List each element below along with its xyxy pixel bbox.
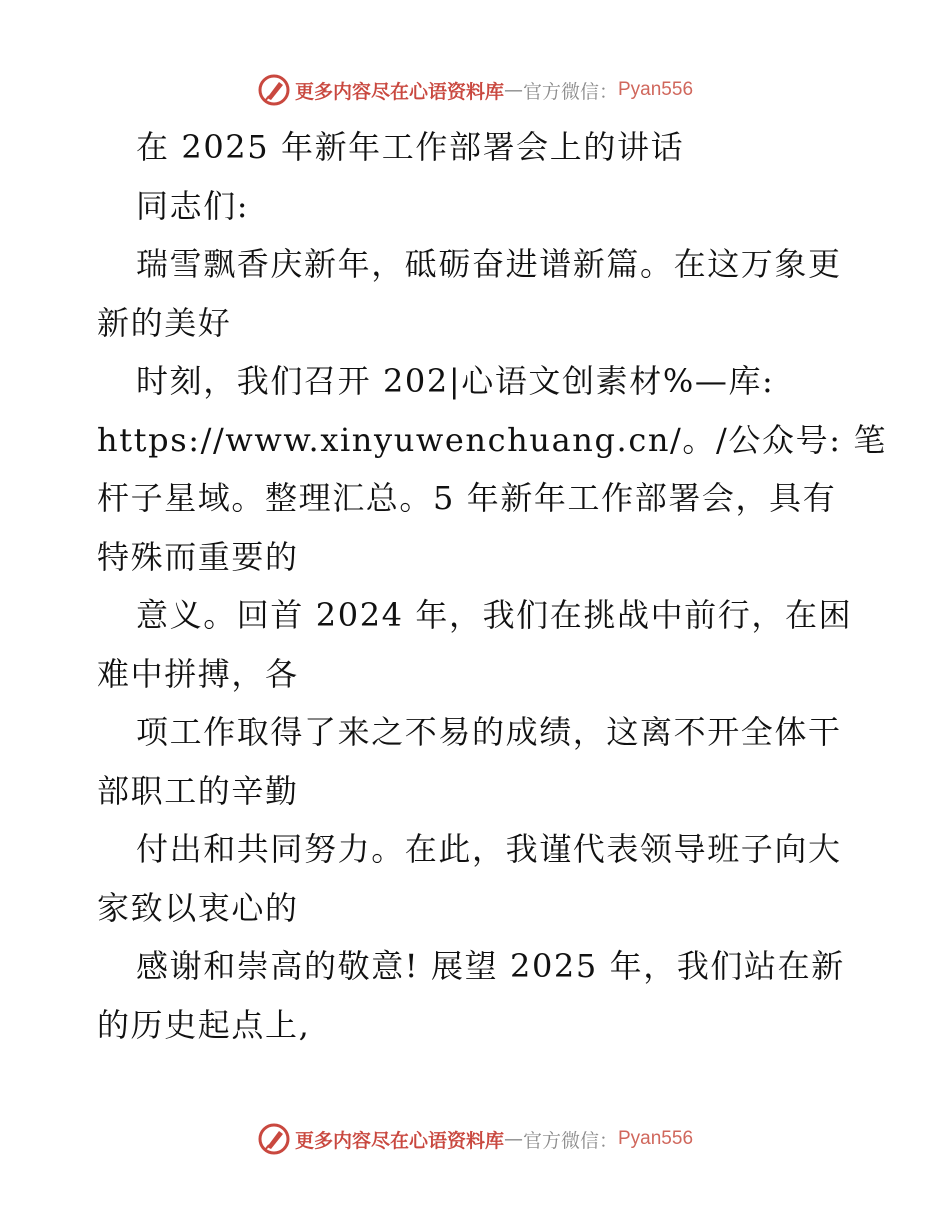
watermark-site-text: 更多内容尽在心语资料库: [294, 80, 504, 103]
text-line: 感谢和崇高的敬意! 展望 2025 年，我们站在新: [136, 947, 845, 985]
watermark-separator: —: [503, 1128, 523, 1150]
text-line: 瑞雪飘香庆新年，砥砺奋进谱新篇。在这万象更: [136, 245, 842, 283]
document-title: 在 2025 年新年工作部署会上的讲话: [136, 128, 685, 166]
text-line: 付出和共同努力。在此，我谨代表领导班子向大: [136, 830, 842, 868]
text-line: 部职工的辛勤: [97, 771, 299, 810]
text-line: 新的美好: [97, 303, 232, 342]
watermark-site-text: 更多内容尽在心语资料库: [294, 1129, 504, 1152]
text-line: 难中拼搏，各: [97, 654, 299, 693]
quill-pen-circle-icon: [257, 1122, 291, 1156]
text-line: 的历史起点上,: [97, 1005, 311, 1044]
text-line: 时刻，我们召开 202|心语文创素材%—库:: [136, 362, 775, 400]
watermark-wechat-label: 官方微信：: [522, 80, 618, 103]
quill-pen-circle-icon: [257, 73, 291, 107]
document-body: [97, 118, 887, 1054]
text-line: 意义。回首 2024 年，我们在挑战中前行，在困: [136, 596, 853, 634]
text-line: 项工作取得了来之不易的成绩，这离不开全体干: [136, 713, 842, 751]
watermark-wechat-label: 官方微信：: [522, 1129, 618, 1152]
text-line: 家致以衷心的: [97, 888, 299, 927]
footer-watermark: [0, 1119, 950, 1159]
text-line: 特殊而重要的: [97, 537, 299, 576]
header-watermark: [0, 70, 950, 110]
watermark-wechat-id: Pyan556: [618, 79, 694, 100]
salutation: 同志们:: [136, 186, 250, 225]
text-line-url: https://www.xinyuwenchuang.cn/。/公众号: 笔: [97, 420, 887, 459]
watermark-wechat-id: Pyan556: [618, 1128, 694, 1149]
watermark-separator: —: [503, 79, 523, 101]
text-line: 杆子星域。整理汇总。5 年新年工作部署会，具有: [97, 479, 837, 517]
